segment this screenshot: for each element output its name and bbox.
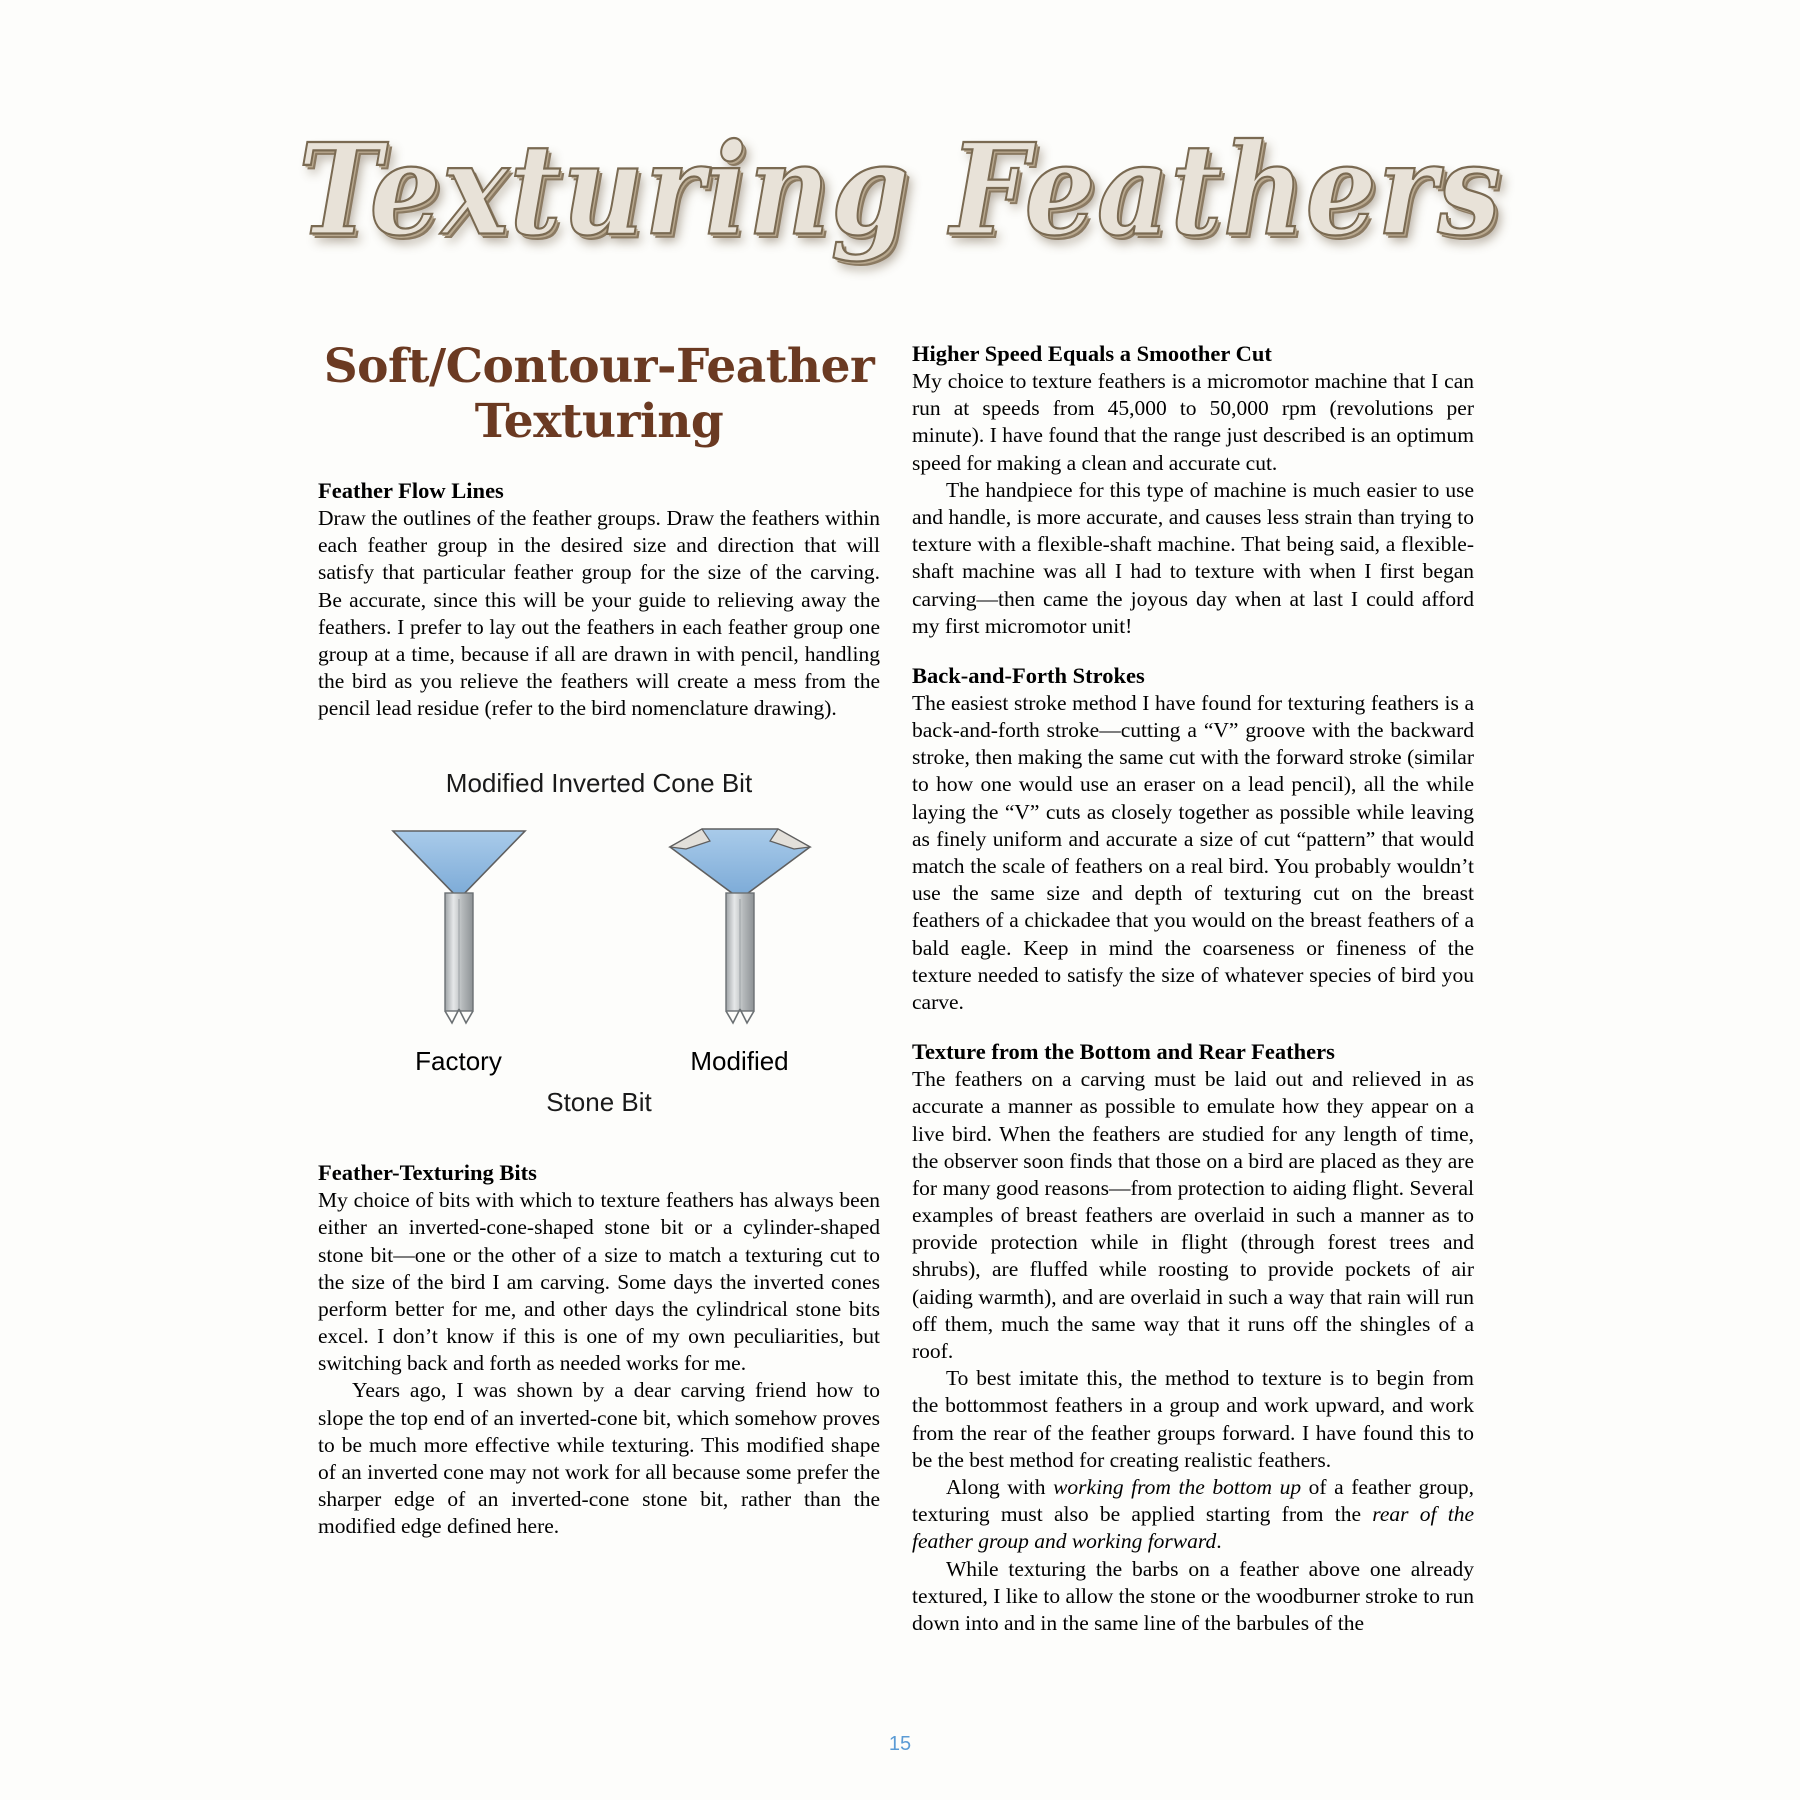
bit-factory-illustration <box>359 823 559 1035</box>
figure-label-factory: Factory <box>415 1046 502 1077</box>
paragraph: To best imitate this, the method to texture is to begin from the bottommost feathers in a group and work upward, and work from the rear of the feather groups forward. I have found this to be the best method for creating realistic feathers. <box>912 1366 1474 1472</box>
paragraph: The feathers on a carving must be laid out and relieved in as accurate a manner as possible to emulate how they appear on a live bird. When the feathers are studied for any length of time, the observer soon finds that those on a bird are placed as they are for many good reasons—from protection to aiding flight. Several examples of breast feathers are overlaid in such a manner as to provide protection while in flight (through forest trees and shrubs), are fluffed while roosting to provide pockets of air (aiding warmth), and are overlaid in such a way that rain will run off them, much the same way that it runs off the shingles of a roof. <box>912 1067 1474 1363</box>
paragraph: Years ago, I was shown by a dear carving friend how to slope the top end of an inverted-cone bit, which somehow proves to be much more effective while texturing. This modified shape of an inverted cone may not work for all because some prefer the sharper edge of an inverted-cone stone bit, rather than the modified edge defined here. <box>318 1378 880 1539</box>
bit-modified-illustration <box>640 823 840 1035</box>
paragraph: My choice of bits with which to texture feathers has always been either an inverted-cone-shaped stone bit or a cylinder-shaped stone bit—one or the other of a size to match a texturing cut to the size of the bird I am carving. Some days the inverted cones perform better for me, and other days the cylindrical stone bits excel. I don’t know if this is one of my own peculiarities, but switching back and forth as needed works for me. <box>318 1188 880 1376</box>
page-number: 15 <box>888 1733 912 1755</box>
figure-label-modified: Modified <box>690 1046 789 1077</box>
modified-bit-svg <box>640 823 840 1028</box>
paragraph: The easiest stroke method I have found for texturing feathers is a back-and-forth stroke—cutting a “V” groove with the backward stroke, then making the same cut with the forward stroke (similar to how one would use an eraser on a lead pencil), all the while laying the “V” cuts as closely together as possible while leaving as finely uniform and accurate a size of cut “pattern” that would match the scale of feathers on a real bird. You probably wouldn’t use the same size and depth of texturing cut on the breast feathers of a chickadee that you would on the breast feathers of a bald eagle. Keep in mind the coarseness or fineness of the texture needed to satisfy the size of whatever species of bird you carve. <box>912 690 1474 1014</box>
paragraph: My choice to texture feathers is a micromotor machine that I can run at speeds from 45,000 to 50,000 rpm (revolutions per minute). I have found that the range just described is an optimum speed for making a clean and accurate cut. <box>912 369 1474 475</box>
right-column <box>912 340 1474 1637</box>
figure-modified-inverted-cone-bit <box>318 767 880 1120</box>
subheading-texture-from-bottom-rear: Texture from the Bottom and Rear Feathers <box>912 1039 1335 1065</box>
paragraph: The handpiece for this type of machine is much easier to use and handle, is more accurate, and causes less strain than trying to texture with a flexible-shaft machine. That being said, a flexible-shaft machine was all I had to texture with when I first began carving—then came the joyous day when at last I could afford my first micromotor unit! <box>912 477 1474 638</box>
subheading-feather-flow-lines: Feather Flow Lines <box>318 478 504 504</box>
paragraph-rich: Along with working from the bottom up of a feather group, texturing must also be applied starting from the rear of the feather group and working forward. <box>912 1474 1474 1554</box>
section-heading: Soft/Contour-Feather Texturing <box>323 339 875 449</box>
left-column <box>318 340 880 1541</box>
page-title-container <box>0 117 1800 264</box>
factory-bit-svg <box>359 823 559 1028</box>
paragraph: Draw the outlines of the feather groups. Draw the feathers within each feather group in the desired size and direction that will satisfy that particular feather group for the size of the carving. Be accurate, since this will be your guide to relieving away the feathers. I prefer to lay out the feathers in each feather group one group at a time, because if all are drawn in with pencil, handling the bird as you relieve the feathers will create a mess from the pencil lead residue (refer to the bird nomenclature drawing). <box>318 506 880 721</box>
subheading-back-and-forth-strokes: Back-and-Forth Strokes <box>912 662 1145 688</box>
subheading-higher-speed: Higher Speed Equals a Smoother Cut <box>912 341 1272 366</box>
figure-caption-top: Modified Inverted Cone Bit <box>445 767 753 798</box>
paragraph-rich: While texturing the barbs on a feather above one already textured, I like to allow the stone or the woodburner stroke to run down into and in the same line of the barbules of the <box>912 1556 1474 1635</box>
figure-caption-bottom: Stone Bit <box>546 1087 652 1118</box>
figure-illustration <box>318 825 880 1035</box>
page-title: Texturing Feathers <box>298 117 1502 264</box>
subheading-feather-texturing-bits: Feather-Texturing Bits <box>318 1160 537 1186</box>
figure-labels <box>318 1045 880 1078</box>
